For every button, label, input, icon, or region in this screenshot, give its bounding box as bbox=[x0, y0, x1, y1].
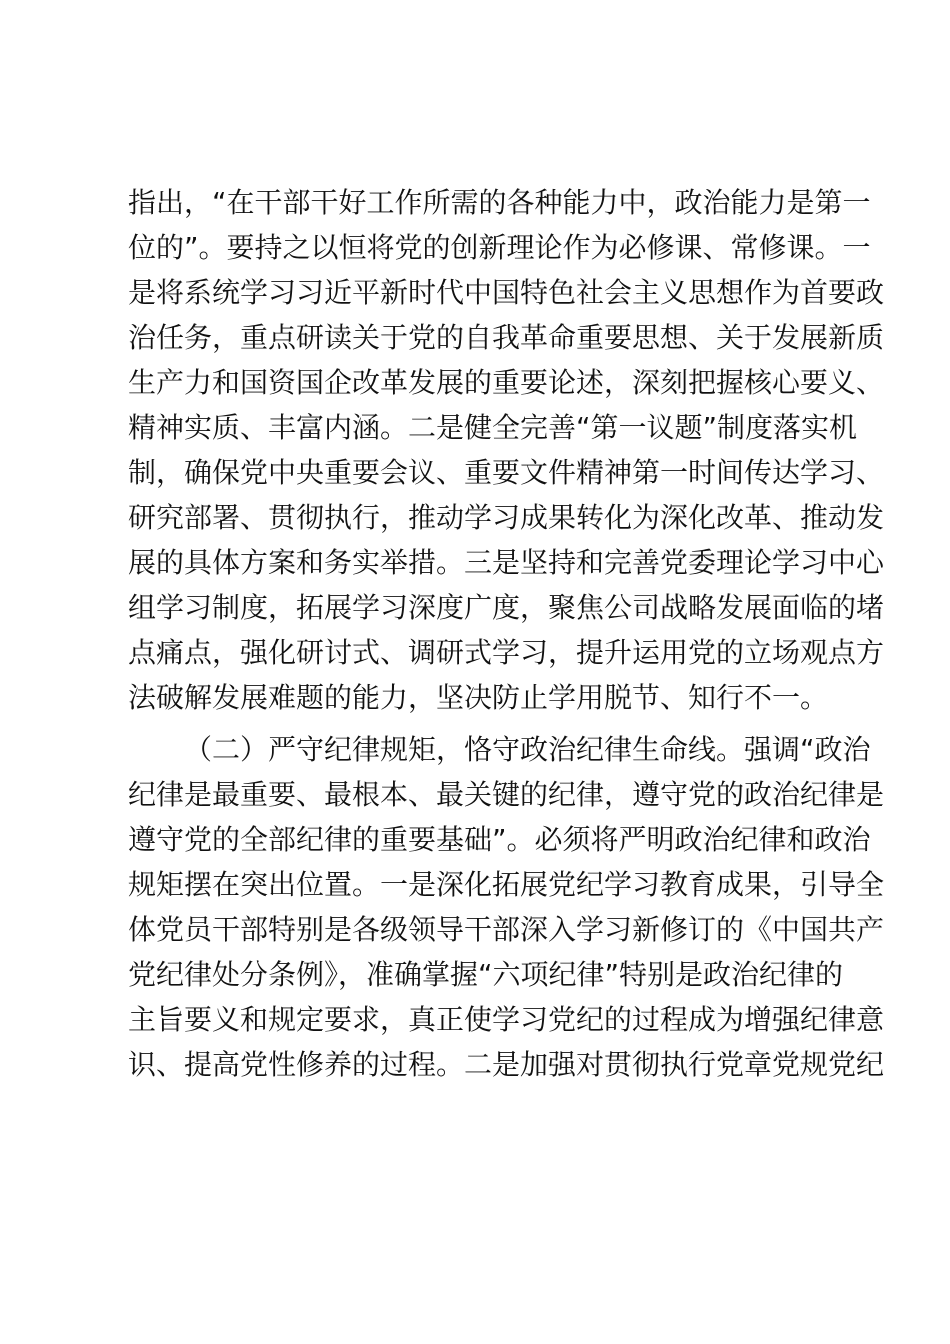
text-line: 体党员干部特别是各级领导干部深入学习新修订的《中国共产 bbox=[128, 913, 885, 946]
text-line: 点痛点，强化研讨式、调研式学习，提升运用党的立场观点方 bbox=[128, 636, 885, 669]
text-line: 位的”。要持之以恒将党的创新理论作为必修课、常修课。一 bbox=[128, 231, 871, 264]
text-line: 规矩摆在突出位置。一是深化拓展党纪学习教育成果，引导全 bbox=[128, 868, 885, 901]
document-body bbox=[128, 180, 885, 1087]
text-line: 治任务，重点研读关于党的自我革命重要思想、关于发展新质 bbox=[128, 321, 885, 354]
text-line: 制，确保党中央重要会议、重要文件精神第一时间传达学习、 bbox=[128, 456, 885, 489]
text-line: 识、提高党性修养的过程。二是加强对贯彻执行党章党规党纪 bbox=[128, 1048, 885, 1081]
text-line: 是将系统学习习近平新时代中国特色社会主义思想作为首要政 bbox=[128, 276, 885, 309]
text-line: 组学习制度，拓展学习深度广度，聚焦公司战略发展面临的堵 bbox=[128, 591, 885, 624]
text-line: 精神实质、丰富内涵。二是健全完善“第一议题”制度落实机 bbox=[128, 411, 858, 444]
text-line: 遵守党的全部纪律的重要基础”。必须将严明政治纪律和政治 bbox=[128, 823, 871, 856]
paragraph-gap bbox=[128, 720, 833, 727]
text-line: 纪律是最重要、最根本、最关键的纪律，遵守党的政治纪律是 bbox=[128, 778, 885, 811]
text-line: （二）严守纪律规矩，恪守政治纪律生命线。强调“政治 bbox=[184, 733, 871, 766]
text-line: 展的具体方案和务实举措。三是坚持和完善党委理论学习中心 bbox=[128, 546, 885, 579]
text-line: 生产力和国资国企改革发展的重要论述，深刻把握核心要义、 bbox=[128, 366, 885, 399]
text-line: 党纪律处分条例》，准确掌握“六项纪律”特别是政治纪律的 bbox=[128, 958, 844, 991]
text-line: 研究部署、贯彻执行，推动学习成果转化为深化改革、推动发 bbox=[128, 501, 885, 534]
text-line: 主旨要义和规定要求，真正使学习党纪的过程成为增强纪律意 bbox=[128, 1003, 885, 1036]
paragraph-1 bbox=[128, 180, 885, 720]
paragraph-2 bbox=[128, 727, 885, 1087]
text-line: 指出，“在干部干好工作所需的各种能力中，政治能力是第一 bbox=[128, 186, 871, 219]
text-line: 法破解发展难题的能力，坚决防止学用脱节、知行不一。 bbox=[128, 681, 829, 714]
